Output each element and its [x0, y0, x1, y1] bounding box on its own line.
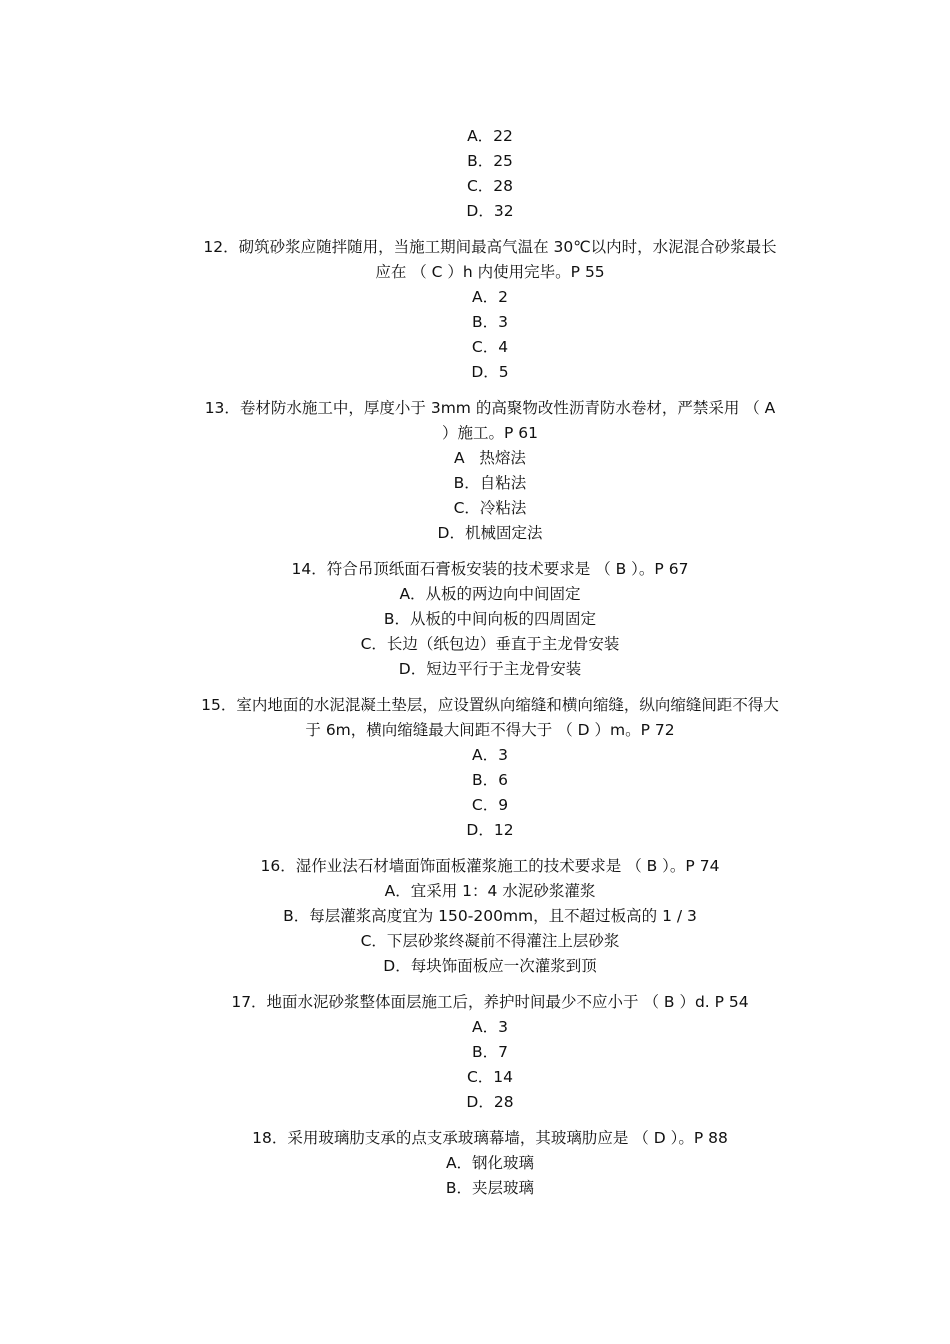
option-c: C．14	[466, 1068, 514, 1086]
option-a: A．钢化玻璃	[445, 1154, 535, 1172]
option-b: B．25	[467, 152, 513, 170]
question-stem: 12．砌筑砂浆应随拌随用，当施工期间最高气温在 30℃以内时，水泥混合砂浆最长	[203, 238, 777, 256]
previous-question-options	[170, 124, 810, 224]
question-18	[170, 1126, 810, 1201]
option-c: C．4	[471, 338, 509, 356]
question-stem: 17．地面水泥砂浆整体面层施工后，养护时间最少不应小于 （ B ）d. P 54	[231, 993, 749, 1011]
option-d: D．12	[466, 821, 514, 839]
question-17	[170, 990, 810, 1115]
question-12	[170, 235, 810, 385]
option-b: B．夹层玻璃	[445, 1179, 535, 1197]
option-c: C．下层砂浆终凝前不得灌注上层砂浆	[360, 932, 620, 950]
option-c: C．冷粘法	[453, 499, 527, 517]
question-14	[170, 557, 810, 682]
question-stem-continued: ）施工。P 61	[442, 424, 538, 442]
option-a: A．3	[472, 1018, 508, 1036]
option-d: D．短边平行于主龙骨安装	[398, 660, 582, 678]
option-d: D．机械固定法	[437, 524, 543, 542]
option-a: A．从板的两边向中间固定	[399, 585, 581, 603]
option-c: C．长边（纸包边）垂直于主龙骨安装	[360, 635, 620, 653]
option-a: A．2	[472, 288, 508, 306]
question-stem: 16．湿作业法石材墙面饰面板灌浆施工的技术要求是 （ B ）。P 74	[260, 857, 720, 875]
question-stem: 13．卷材防水施工中，厚度小于 3mm 的高聚物改性沥青防水卷材，严禁采用 （ A	[204, 399, 776, 417]
question-stem-continued: 应在 （ C ）h 内使用完毕。P 55	[375, 263, 605, 281]
option-b: B．6	[472, 771, 508, 789]
option-c: C．9	[471, 796, 509, 814]
option-a: A 热熔法	[454, 449, 526, 467]
question-15	[170, 693, 810, 843]
question-stem-continued: 于 6m，横向缩缝最大间距不得大于 （ D ）m。P 72	[305, 721, 675, 739]
option-d: D．28	[466, 1093, 514, 1111]
option-b: B．自粘法	[453, 474, 527, 492]
option-b: B．每层灌浆高度宜为 150-200mm，且不超过板高的 1 / 3	[283, 907, 697, 925]
option-b: B．3	[472, 313, 508, 331]
question-list	[170, 124, 810, 1201]
question-13	[170, 396, 810, 546]
option-c: C．28	[466, 177, 514, 195]
option-b: B．7	[472, 1043, 508, 1061]
option-d: D．每块饰面板应一次灌浆到顶	[383, 957, 597, 975]
question-16	[170, 854, 810, 979]
option-a: A．3	[472, 746, 508, 764]
option-a: A．宜采用 1：4 水泥砂浆灌浆	[384, 882, 596, 900]
option-d: D．5	[471, 363, 509, 381]
option-b: B．从板的中间向板的四周固定	[383, 610, 597, 628]
option-d: D．32	[466, 202, 514, 220]
question-stem: 15．室内地面的水泥混凝土垫层，应设置纵向缩缝和横向缩缝，纵向缩缝间距不得大	[201, 696, 779, 714]
question-stem: 18．采用玻璃肋支承的点支承玻璃幕墙，其玻璃肋应是 （ D ）。P 88	[252, 1129, 728, 1147]
question-stem: 14．符合吊顶纸面石膏板安装的技术要求是 （ B ）。P 67	[291, 560, 689, 578]
option-a: A．22	[467, 127, 513, 145]
